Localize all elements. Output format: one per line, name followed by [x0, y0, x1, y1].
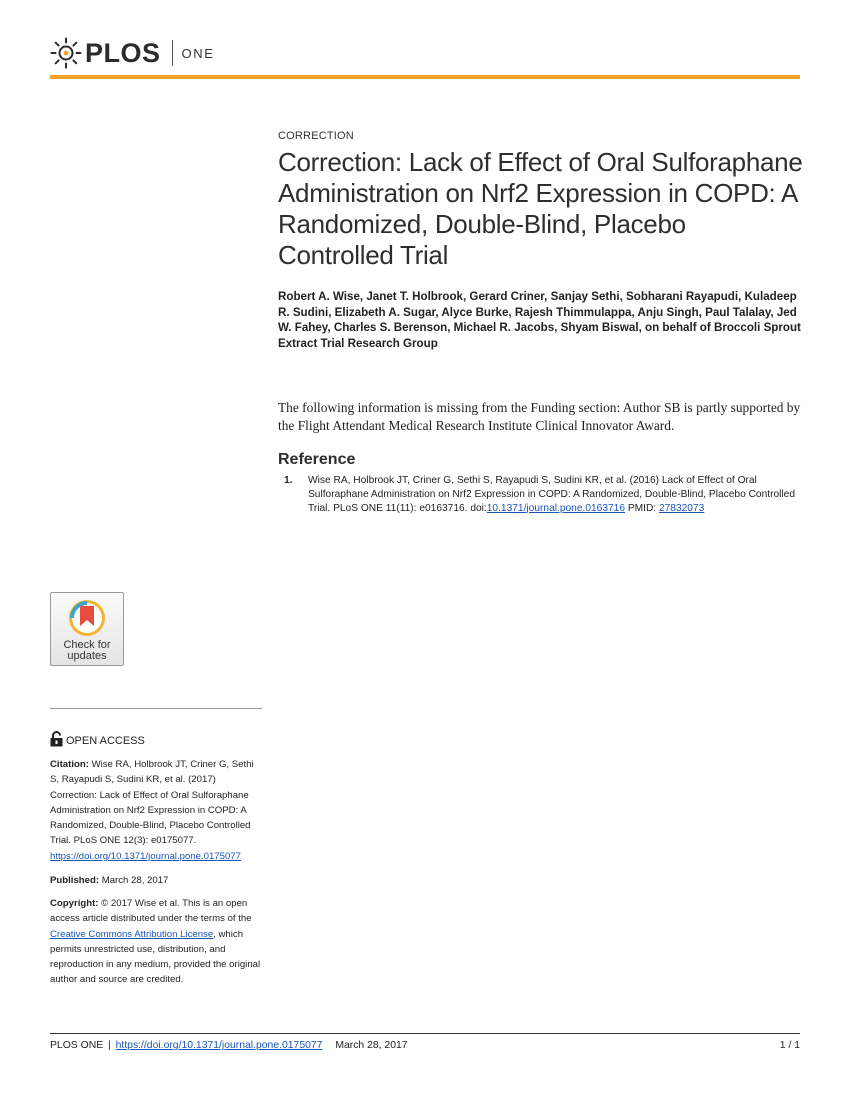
footer-separator: |	[108, 1040, 111, 1051]
open-access-label	[50, 731, 145, 747]
journal-suffix: ONE	[181, 45, 215, 61]
author-list: Robert A. Wise, Janet T. Holbrook, Gerard Criner, Sanjay Sethi, Sobharani Rayapudi, Kuladeep R. Sudini, Elizabeth A. Sugar, Alyce Burke, Rajesh Thimmulappa, Anju Singh, Paul Talalay, Jed W. Fahey, Charles S. Berenson, Michael R. Jacobs, Shyam Biswal, on behalf of Broccoli Sprout Extract Trial Research Group	[278, 290, 801, 350]
open-lock-icon	[50, 731, 63, 747]
reference-pmid-label: PMID:	[625, 502, 659, 514]
published-block	[50, 873, 262, 888]
article-type: CORRECTION	[278, 130, 354, 142]
badge-line-2: updates	[67, 650, 107, 662]
check-for-updates-badge[interactable]	[50, 592, 124, 666]
reference-number: 1.	[284, 475, 293, 486]
copyright-block	[50, 896, 262, 988]
page-number: 1 / 1	[779, 1040, 800, 1051]
open-access-text: OPEN ACCESS	[66, 735, 145, 747]
reference-item	[278, 474, 803, 515]
header-accent-bar	[50, 75, 800, 79]
footer-journal: PLOS ONE	[50, 1040, 104, 1051]
reference-heading: Reference	[278, 451, 356, 468]
copyright-text: © 2017 Wise et al. This is an open access article distributed under the terms of the	[50, 898, 252, 925]
logo-divider	[172, 40, 173, 66]
citation-text: Wise RA, Holbrook JT, Criner G, Sethi S, Rayapudi S, Sudini KR, et al. (2017) Correction: Lack of Effect of Oral Sulforaphane Administration on Nrf2 Expression in COPD: A Randomized, Double-Blind, Placebo Controlled Trial. PLoS ONE 12(3): e0175077.	[50, 759, 254, 847]
license-link[interactable]: Creative Commons Attribution License	[50, 928, 214, 940]
footer-divider	[50, 1033, 800, 1034]
footer-date: March 28, 2017	[335, 1040, 408, 1051]
page-footer	[50, 1040, 800, 1051]
badge-line-1: Check for	[63, 639, 111, 651]
citation-doi-link[interactable]: https://doi.org/10.1371/journal.pone.0175077	[50, 850, 241, 862]
reference-pmid-link[interactable]: 27832073	[658, 502, 705, 514]
reference-list	[278, 474, 803, 515]
reference-doi-link[interactable]: 10.1371/journal.pone.0163716	[486, 502, 625, 514]
plos-sunburst-icon	[50, 37, 82, 69]
footer-doi-link[interactable]: https://doi.org/10.1371/journal.pone.0175077	[115, 1040, 323, 1051]
citation-label: Citation:	[50, 759, 89, 770]
published-date: March 28, 2017	[99, 875, 169, 886]
citation-block	[50, 757, 262, 864]
reference-text: Wise RA, Holbrook JT, Criner G, Sethi S, Rayapudi S, Sudini KR, et al. (2016) Lack of Effect of Oral Sulforaphane Administration on Nrf2 Expression in COPD: A Randomized, Double-Blind, Placebo Controlled Trial. PLoS ONE 11(11): e0163716. doi:	[308, 475, 795, 514]
crossmark-icon	[67, 598, 107, 638]
copyright-label: Copyright:	[50, 898, 99, 909]
sidebar-divider	[50, 708, 262, 709]
published-label: Published:	[50, 875, 100, 886]
article-title: Correction: Lack of Effect of Oral Sulforaphane Administration on Nrf2 Expression in COPD: A Randomized, Double-Blind, Placebo Controlled Trial	[278, 147, 803, 270]
copyright-text-end: , which permits unrestricted use, distribution, and reproduction in any medium, provided the original author and source are credited.	[50, 928, 261, 986]
logo-text: PLOS	[85, 37, 161, 68]
correction-text: The following information is missing from the Funding section: Author SB is partly supported by the Flight Attendant Medical Research Institute Clinical Innovator Award.	[278, 400, 801, 433]
plos-logo[interactable]	[50, 36, 215, 70]
